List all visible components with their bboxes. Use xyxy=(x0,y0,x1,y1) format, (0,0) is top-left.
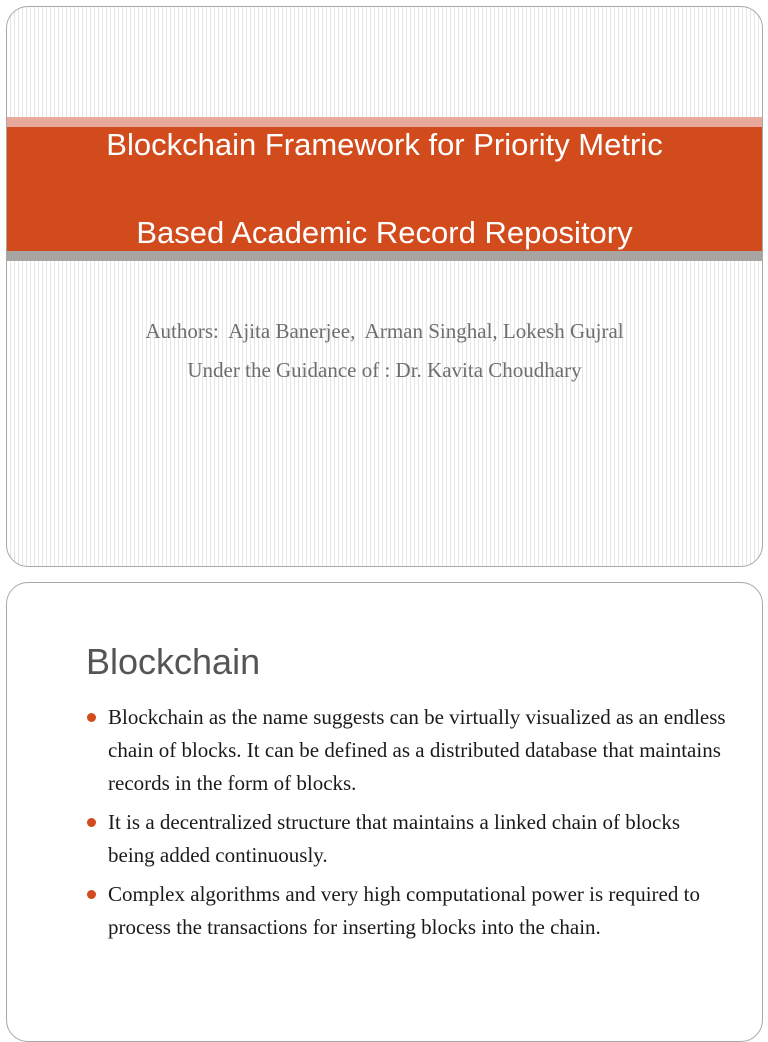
bullet-text: Blockchain as the name suggests can be virtually visualized as an endless chain of blocks. It can be defined as a distributed database that maintains records in the form of blocks. xyxy=(108,705,726,795)
bullet-dot-icon xyxy=(87,890,96,899)
title-shadow-band xyxy=(7,251,762,261)
bullet-dot-icon xyxy=(87,818,96,827)
slide-title-line-2: Based Academic Record Repository xyxy=(136,215,633,250)
content-slide xyxy=(6,582,763,1042)
title-slide xyxy=(6,6,763,567)
slide-title xyxy=(106,79,662,299)
title-band xyxy=(7,127,762,251)
bullet-dot-icon xyxy=(87,713,96,722)
bullet-item xyxy=(86,806,731,872)
bullet-item xyxy=(86,701,731,800)
bullet-list xyxy=(86,701,731,950)
bullet-item xyxy=(86,878,731,944)
bullet-text: It is a decentralized structure that maintains a linked chain of blocks being added continuously. xyxy=(108,810,681,867)
bullet-text: Complex algorithms and very high computational power is required to process the transactions for inserting blocks into the chain. xyxy=(108,882,700,939)
section-heading: Blockchain xyxy=(86,641,261,682)
authors-line: Authors: Ajita Banerjee, Arman Singhal, Lokesh Gujral xyxy=(145,319,624,343)
slide-title-line-1: Blockchain Framework for Priority Metric xyxy=(106,127,663,162)
slide-subtitle xyxy=(7,312,762,390)
guidance-line: Under the Guidance of : Dr. Kavita Choudhary xyxy=(187,358,582,382)
